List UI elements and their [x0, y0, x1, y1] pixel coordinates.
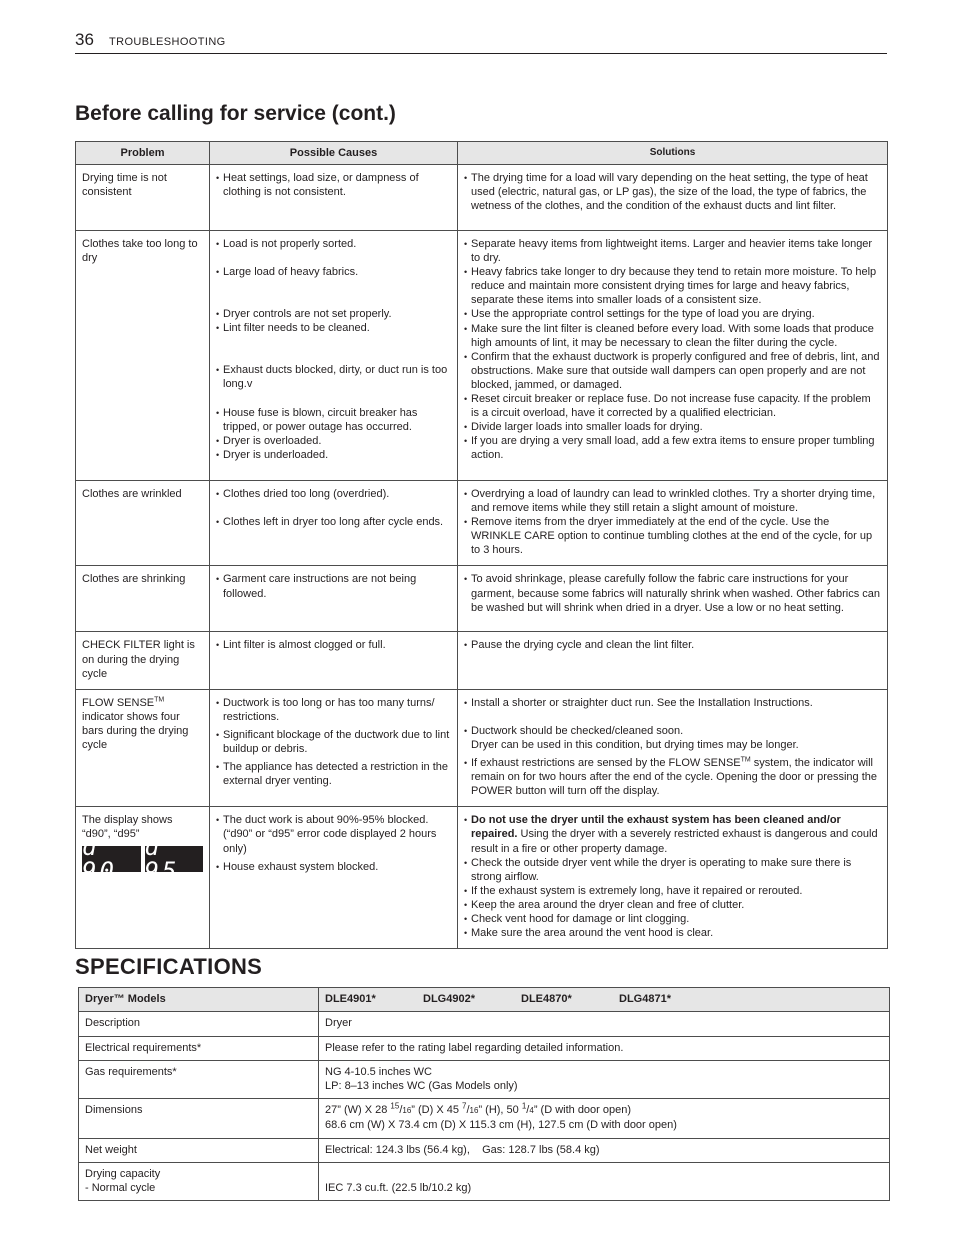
- page-title: Before calling for service (cont.): [75, 102, 396, 125]
- solution-item: • Confirm that the exhaust ductwork is properly configured and free of debris, lint, and obstructions. Make sure that outside wall dampers can open properly and are not blocked, jammed, or damaged.: [464, 350, 881, 392]
- table-header-row: [76, 142, 888, 165]
- solution-item: • Pause the drying cycle and clean the lint filter.: [464, 638, 881, 652]
- spec-label: Description: [79, 1012, 319, 1037]
- cause-item: • Large load of heavy fabrics.: [216, 265, 451, 279]
- solution-item: • Do not use the dryer until the exhaust system has been cleaned and/or repaired. Using the dryer with a severely restricted exhaust is dangerous and could result in a fire or other property damage.: [464, 813, 881, 855]
- problem-cell: Clothes are wrinkled: [76, 481, 210, 566]
- column-header-solutions: Solutions: [458, 142, 888, 165]
- cause-item: • Dryer is overloaded.: [216, 434, 451, 448]
- models-label: Dryer™ Models: [79, 988, 319, 1012]
- cause-item: • Lint filter is almost clogged or full.: [216, 638, 451, 652]
- solution-item: • Make sure the area around the vent hood is clear.: [464, 926, 881, 940]
- solution-item: • Reset circuit breaker or replace fuse. Do not increase fuse capacity. If the problem is a circuit overload, have it corrected by a qualified electrician.: [464, 392, 881, 420]
- warning-text: Do not use the dryer until the exhaust system has been cleaned and/or repaired.: [471, 814, 841, 841]
- cause-item: • Load is not properly sorted.: [216, 237, 451, 251]
- specifications-title: SPECIFICATIONS: [75, 954, 263, 979]
- model-number: DLE4870*: [521, 993, 572, 1005]
- solutions-cell: [458, 689, 888, 807]
- cause-item: • Lint filter needs to be cleaned.: [216, 321, 451, 335]
- cause-item: • Exhaust ducts blocked, dirty, or duct run is too long.v: [216, 363, 451, 391]
- solution-item: • Install a shorter or straighter duct run. See the Installation Instructions.: [464, 696, 881, 710]
- spec-row: [79, 1138, 890, 1162]
- cause-item: • Clothes dried too long (overdried).: [216, 487, 451, 501]
- spec-value: Electrical: 124.3 lbs (56.4 kg), Gas: 128.7 lbs (58.4 kg): [319, 1138, 890, 1162]
- table-row: [76, 481, 888, 566]
- cause-item: • Heat settings, load size, or dampness of clothing is not consistent.: [216, 171, 451, 199]
- table-row: [76, 231, 888, 481]
- solutions-cell: [458, 481, 888, 566]
- cause-item: • Dryer is underloaded.: [216, 448, 451, 462]
- solutions-cell: [458, 566, 888, 632]
- spec-label: Dimensions: [79, 1099, 319, 1138]
- causes-cell: [210, 566, 458, 632]
- solutions-cell: [458, 165, 888, 231]
- cause-item: • Ductwork is too long or has too many turns/ restrictions.: [216, 696, 451, 724]
- solution-item: • Keep the area around the dryer clean and free of clutter.: [464, 898, 881, 912]
- spec-row: [79, 1037, 890, 1061]
- solution-item: • Divide larger loads into smaller loads for drying.: [464, 420, 881, 434]
- error-code-display: [82, 832, 203, 885]
- causes-cell: [210, 689, 458, 807]
- causes-cell: [210, 481, 458, 566]
- cause-item: • Significant blockage of the ductwork due to lint buildup or debris.: [216, 728, 451, 756]
- specifications-table: [78, 987, 890, 1201]
- column-header-causes: Possible Causes: [210, 142, 458, 165]
- problem-text: indicator shows four bars during the drying cycle: [82, 710, 189, 752]
- model-number: DLG4871*: [619, 993, 671, 1005]
- solution-item: • To avoid shrinkage, please carefully follow the fabric care instructions for your garment, because some fabrics will naturally shrink when washed. Other fabrics can be washed but will shrink when dried in a dryer. Use a low or no heat setting.: [464, 572, 881, 614]
- problem-cell: [76, 807, 210, 949]
- cause-item: • Garment care instructions are not being followed.: [216, 572, 451, 600]
- page-header: [75, 30, 887, 54]
- led-display-d95: d 95: [145, 846, 204, 872]
- solution-item: • Make sure the lint filter is cleaned before every load. With some loads that produce high amounts of lint, it may be necessary to clean the filter during the cycle.: [464, 322, 881, 350]
- solutions-cell: [458, 632, 888, 689]
- table-row: [76, 689, 888, 807]
- problem-text: The display shows “d90”, “d95”: [82, 814, 173, 841]
- cause-item: • Dryer controls are not set properly.: [216, 307, 451, 321]
- spec-label: Electrical requirements*: [79, 1037, 319, 1061]
- problem-text: FLOW SENSE: [82, 696, 155, 709]
- spec-row: [79, 1162, 890, 1200]
- model-number: DLG4902*: [423, 993, 475, 1005]
- solution-item: • The drying time for a load will vary depending on the heat setting, the type of heat used (electric, natural gas, or LP gas), the size of the load, the type of fabrics, the wetness of the clothes, and the condition of the exhaust ducts and lint filter.: [464, 171, 881, 213]
- column-header-problem: Problem: [76, 142, 210, 165]
- cause-item: • The appliance has detected a restriction in the external dryer venting.: [216, 760, 451, 788]
- solution-item: • Check the outside dryer vent while the dryer is operating to make sure there is strong airflow.: [464, 856, 881, 884]
- causes-cell: [210, 165, 458, 231]
- problem-cell: Clothes are shrinking: [76, 566, 210, 632]
- problem-cell: CHECK FILTER light is on during the drying cycle: [76, 632, 210, 689]
- problem-cell: Clothes take too long to dry: [76, 231, 210, 481]
- table-row: [76, 566, 888, 632]
- model-number: DLE4901*: [325, 993, 376, 1005]
- solution-item: • If you are drying a very small load, add a few extra items to ensure proper tumbling action.: [464, 434, 881, 462]
- cause-item: • Clothes left in dryer too long after cycle ends.: [216, 515, 451, 529]
- led-display-d90: d 90: [82, 846, 141, 872]
- spec-label: Net weight: [79, 1138, 319, 1162]
- solution-item: • If exhaust restrictions are sensed by the FLOW SENSE™ system, the indicator will remain on for two hours after the end of the cycle. Opening the door or pressing the POWER button will turn off the display.: [464, 756, 881, 798]
- trademark-mark: TM: [154, 696, 165, 704]
- problem-cell: [76, 689, 210, 807]
- solution-item: • Check vent hood for damage or lint clogging.: [464, 912, 881, 926]
- spec-row: [79, 1099, 890, 1138]
- cause-item: • The duct work is about 90%-95% blocked. (“d90” or “d95” error code displayed 2 hours only): [216, 813, 451, 855]
- spec-value: IEC 7.3 cu.ft. (22.5 lb/10.2 kg): [319, 1162, 890, 1200]
- causes-cell: [210, 807, 458, 949]
- spec-value: 27” (W) X 28 $^{15}$/16” (D) X 45 $^7$/16” (H), 50 $^1$/4” (D with door open) 68.6 cm (W) X 73.4 cm (D) X 115.3 cm (H), 127.5 cm (D with door open): [319, 1099, 890, 1138]
- models-list: [319, 988, 890, 1012]
- table-row: [76, 807, 888, 949]
- causes-cell: [210, 632, 458, 689]
- spec-value: NG 4-10.5 inches WC LP: 8–13 inches WC (Gas Models only): [319, 1061, 890, 1099]
- solution-item: • Overdrying a load of laundry can lead to wrinkled clothes. Try a shorter drying time, and remove items while they still retain a slight amount of moisture.: [464, 487, 881, 515]
- table-row: [76, 632, 888, 689]
- spec-value: Please refer to the rating label regarding detailed information.: [319, 1037, 890, 1061]
- cause-item: • House fuse is blown, circuit breaker has tripped, or power outage has occurred.: [216, 406, 451, 434]
- solution-item: • If the exhaust system is extremely long, have it repaired or rerouted.: [464, 884, 881, 898]
- table-row: [76, 165, 888, 231]
- solutions-cell: [458, 231, 888, 481]
- page-number: 36: [75, 30, 94, 49]
- cause-item: • House exhaust system blocked.: [216, 860, 451, 874]
- solution-item: • Remove items from the dryer immediately at the end of the cycle. Use the WRINKLE CARE option to continue tumbling clothes at the end of the cycle, for up to 3 hours.: [464, 515, 881, 557]
- spec-row: [79, 1012, 890, 1037]
- causes-cell: [210, 231, 458, 481]
- section-label: TROUBLESHOOTING: [109, 36, 226, 48]
- spec-header-row: [79, 988, 890, 1012]
- solution-item: • Separate heavy items from lightweight items. Larger and heavier items take longer to dry.: [464, 237, 881, 265]
- solution-item: • Heavy fabrics take longer to dry because they tend to retain more moisture. To help reduce and maintain more consistent drying times for large and heavy fabrics, separate these items into smaller loads of a consistent size.: [464, 265, 881, 307]
- trademark-mark: TM: [740, 756, 751, 764]
- spec-value: Dryer: [319, 1012, 890, 1037]
- solution-item: • Use the appropriate control settings for the type of load you are drying.: [464, 307, 881, 321]
- spec-row: [79, 1061, 890, 1099]
- spec-label: Gas requirements*: [79, 1061, 319, 1099]
- solutions-cell: [458, 807, 888, 949]
- solution-item: • Ductwork should be checked/cleaned soon. Dryer can be used in this condition, but drying times may be longer.: [464, 724, 881, 752]
- spec-label: Drying capacity - Normal cycle: [79, 1162, 319, 1200]
- troubleshooting-table: [75, 141, 888, 949]
- problem-cell: Drying time is not consistent: [76, 165, 210, 231]
